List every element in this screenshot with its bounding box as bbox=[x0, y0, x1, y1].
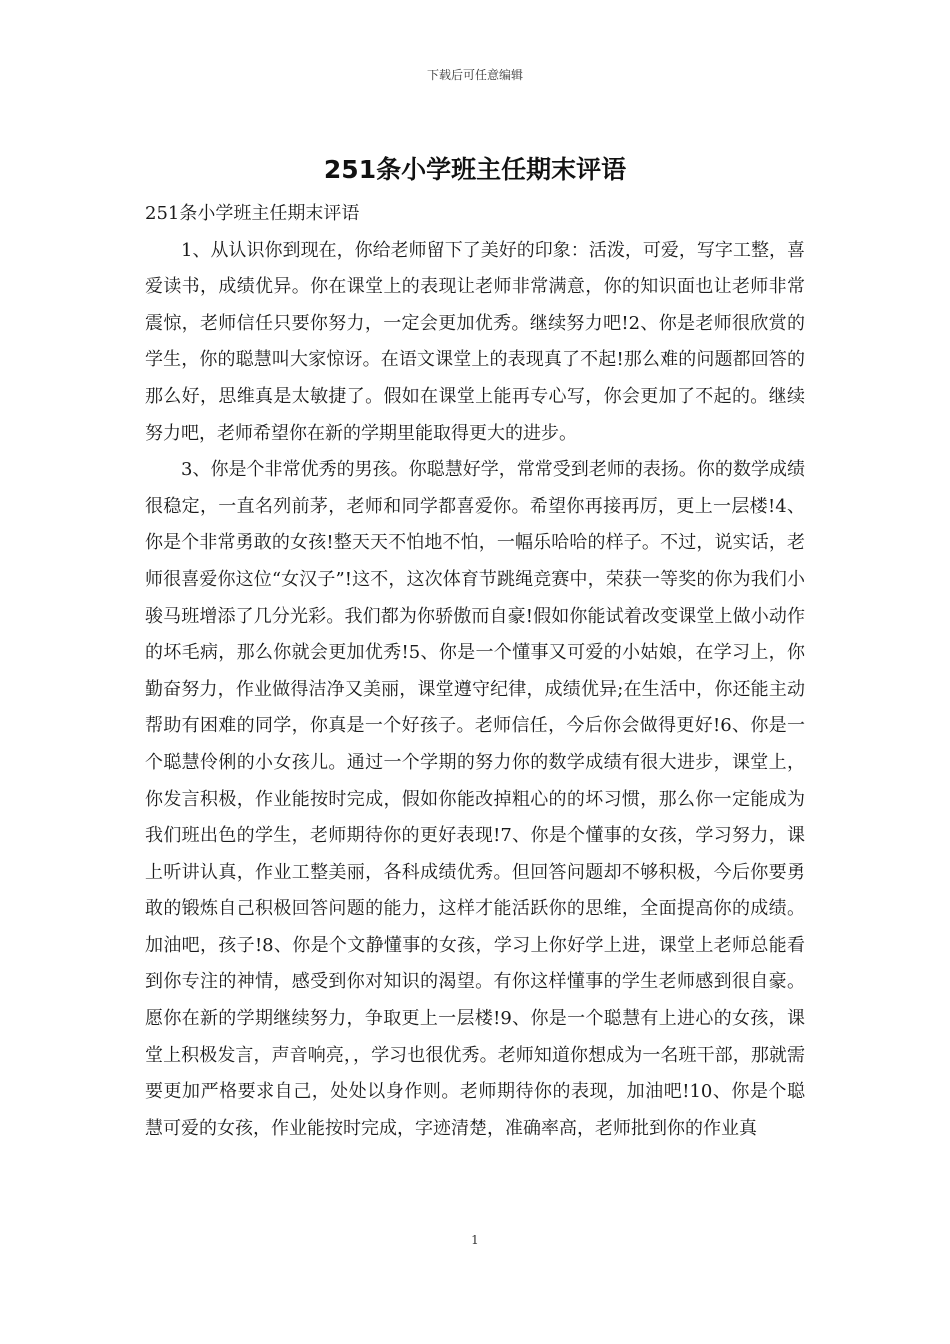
header-note: 下载后可任意编辑 bbox=[426, 68, 523, 82]
paragraph-1: 1、从认识你到现在，你给老师留下了美好的印象：活泼，可爱，写字工整，喜爱读书，成绩优异。你在课堂上的表现让老师非常满意，你的知识面也让老师非常震惊，老师信任只要你努力，一定会更加优秀。继续努力吧!2、你是老师很欣赏的学生，你的聪慧叫大家惊讶。在语文课堂上的表现真了不起!那么难的问题都回答的那么好，思维真是太敏捷了。假如在课堂上能再专心写，你会更加了不起的。继续努力吧，老师希望你在新的学期里能取得更大的进步。 bbox=[145, 239, 805, 444]
document-title: 251条小学班主任期末评语 bbox=[323, 155, 627, 184]
document-subtitle: 251条小学班主任期末评语 bbox=[145, 203, 360, 224]
page-number: 1 bbox=[471, 1233, 479, 1247]
paragraph-2: 3、你是个非常优秀的男孩。你聪慧好学，常常受到老师的表扬。你的数学成绩很稳定，一直名列前茅，老师和同学都喜爱你。希望你再接再厉，更上一层楼!4、你是个非常勇敢的女孩!整天天不怕地不怕，一幅乐哈哈的样子。不过，说实话，老师很喜爱你这位“女汉子”!这不，这次体育节跳绳竞赛中，荣获一等奖的你为我们小骏马班增添了几分光彩。我们都为你骄傲而自豪!假如你能试着改变课堂上做小动作的坏毛病，那么你就会更加优秀!5、你是一个懂事又可爱的小姑娘，在学习上，你勤奋努力，作业做得洁净又美丽，课堂遵守纪律，成绩优异;在生活中，你还能主动帮助有困难的同学，你真是一个好孩子。老师信任，今后你会做得更好!6、你是一个聪慧伶俐的小女孩儿。通过一个学期的努力你的数学成绩有很大进步，课堂上，你发言积极，作业能按时完成，假如你能改掉粗心的的坏习惯，那么你一定能成为我们班出色的学生，老师期待你的更好表现!7、你是个懂事的女孩，学习努力，课上听讲认真，作业工整美丽，各科成绩优秀。但回答问题却不够积极，今后你要勇敢的锻炼自己积极回答问题的能力，这样才能活跃你的思维，全面提高你的成绩。加油吧，孩子!8、你是个文静懂事的女孩，学习上你好学上进，课堂上老师总能看到你专注的神情，感受到你对知识的渴望。有你这样懂事的学生老师感到很自豪。愿你在新的学期继续努力，争取更上一层楼!9、你是一个聪慧有上进心的女孩，课堂上积极发言，声音响亮，，学习也很优秀。老师知道你想成为一名班干部，那就需要更加严格要求自己，处处以身作则。老师期待你的表现，加油吧!10、你是个聪慧可爱的女孩，作业能按时完成，字迹清楚，准确率高，老师批到你的作业真 bbox=[145, 459, 805, 1139]
document-body bbox=[145, 196, 805, 1147]
